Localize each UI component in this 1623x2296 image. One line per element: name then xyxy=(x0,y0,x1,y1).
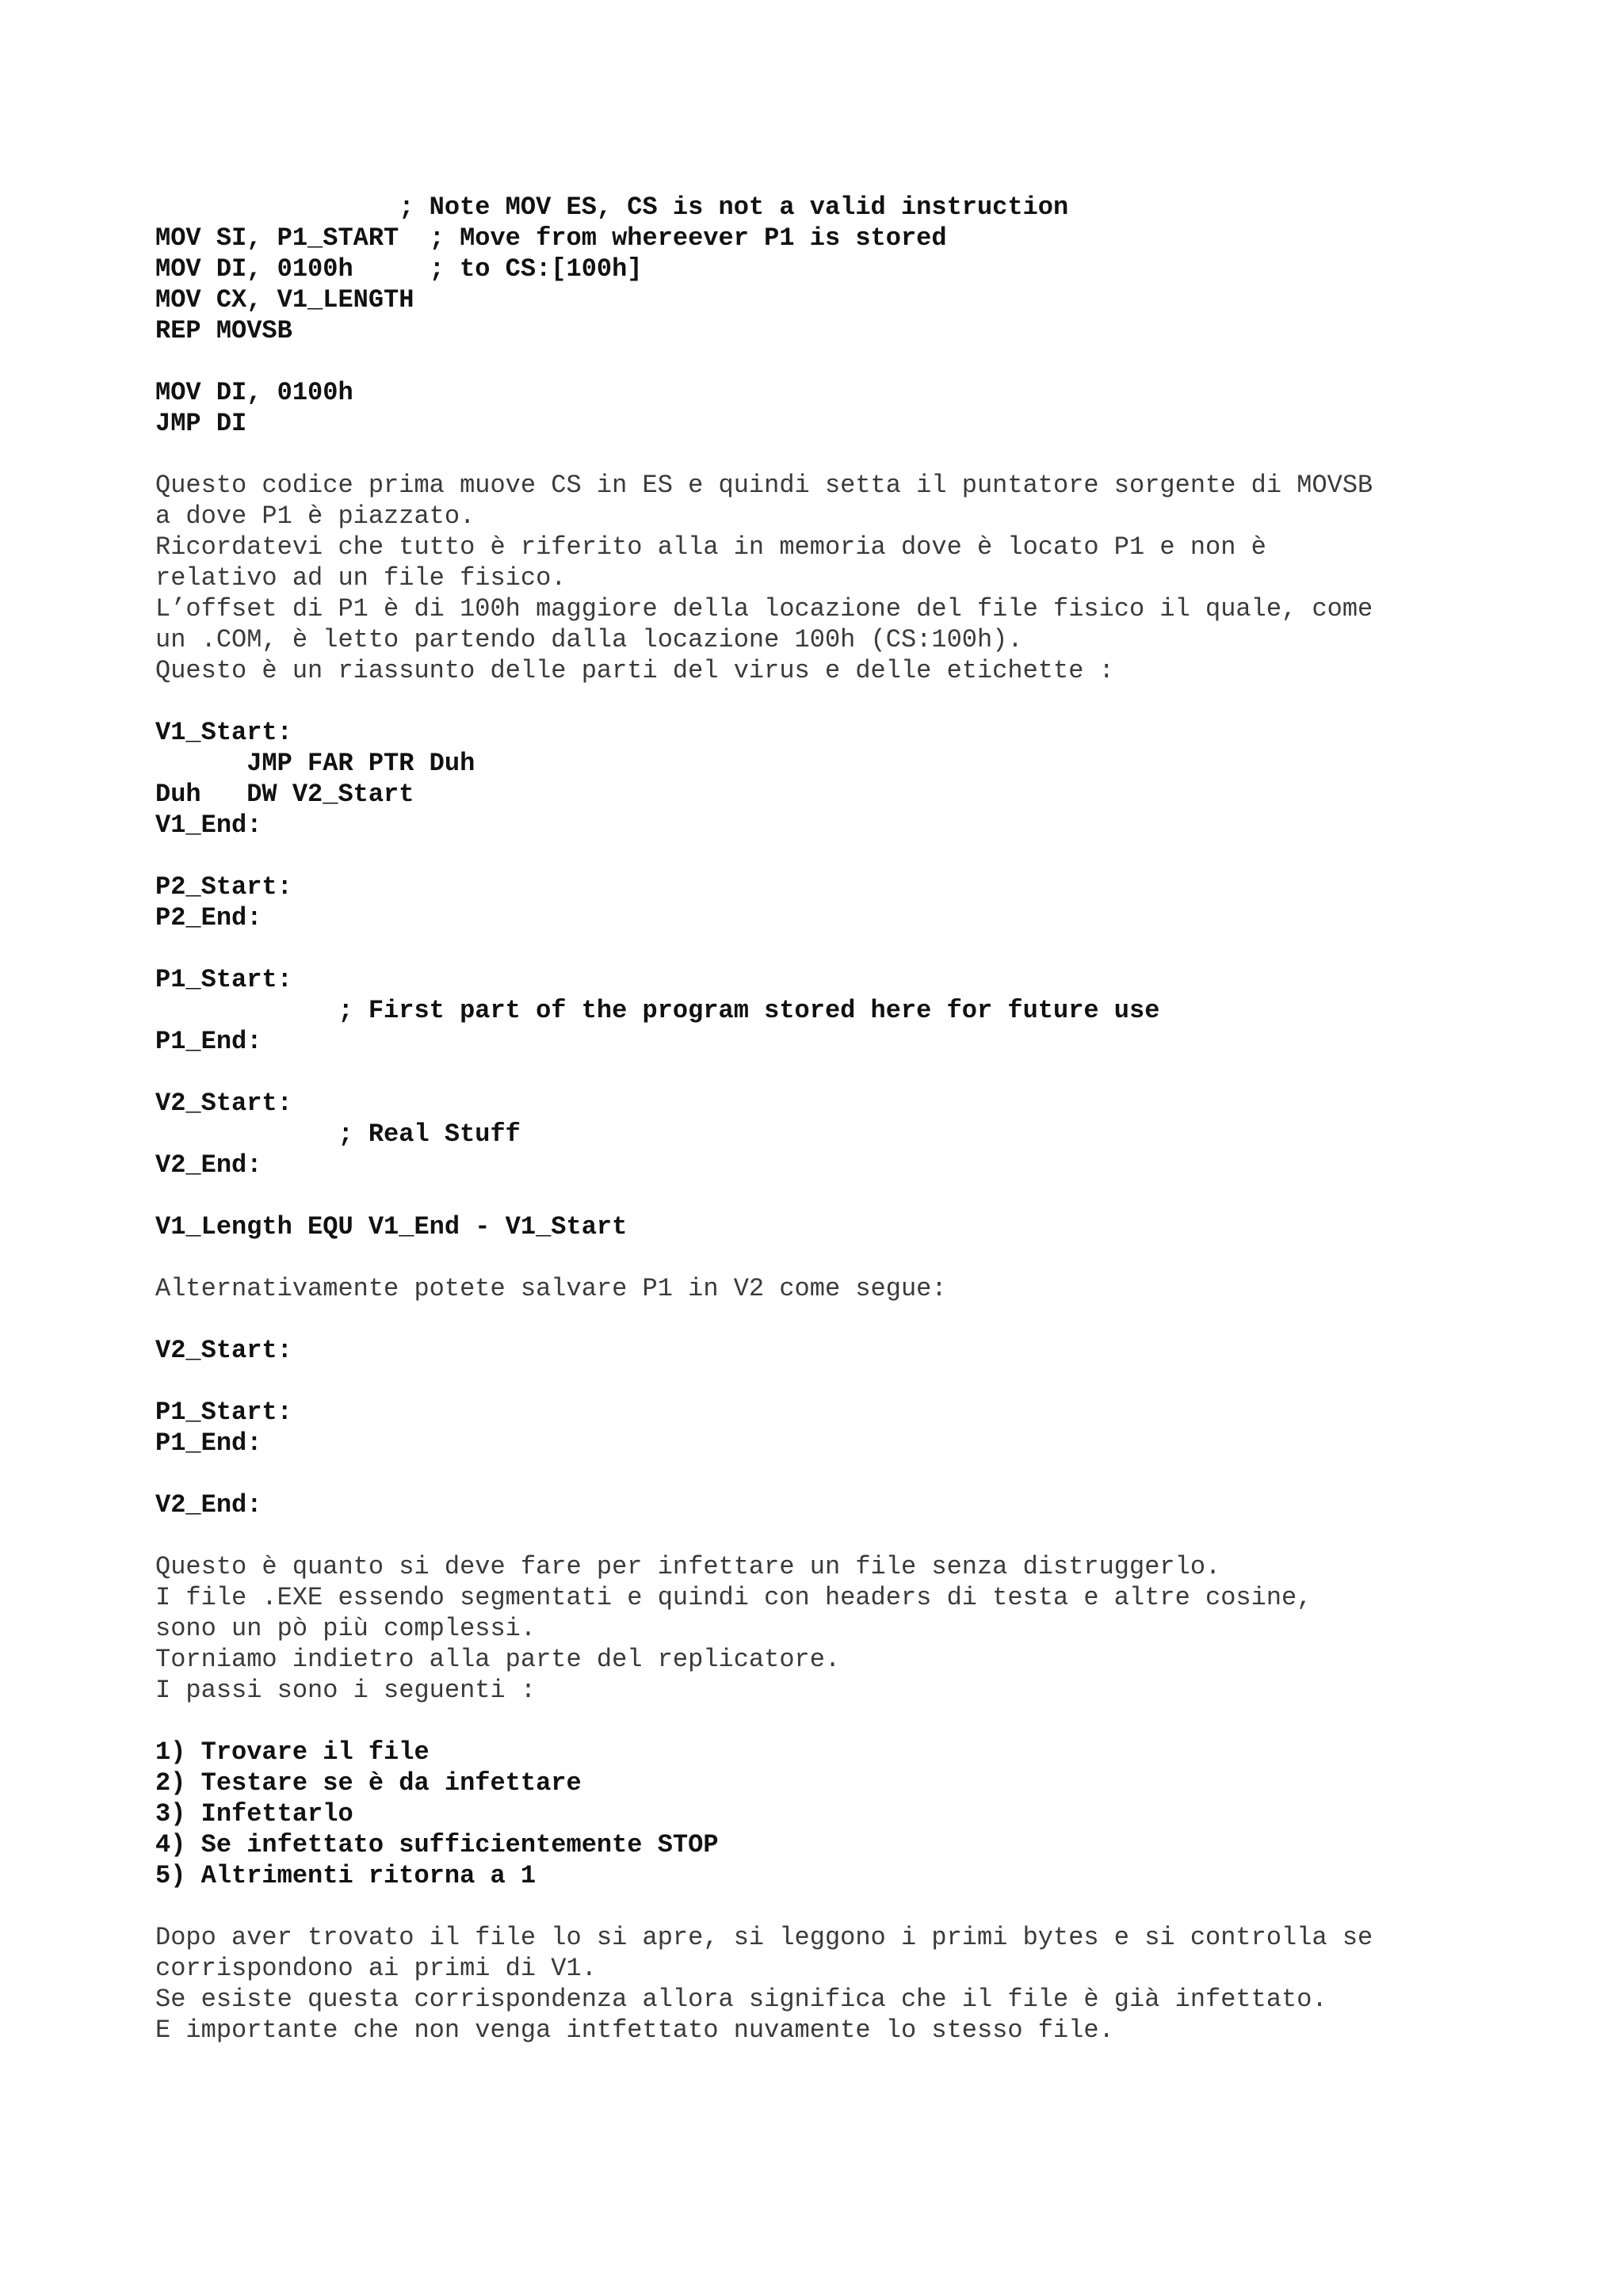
code-line: Duh DW V2_Start xyxy=(155,780,414,809)
code-block-alt-v2-start xyxy=(155,1335,1503,1366)
spacer xyxy=(155,841,1503,871)
list-item: 2) Testare se è da infettare xyxy=(155,1768,582,1798)
code-block-p1 xyxy=(155,964,1503,1057)
code-line: P2_End: xyxy=(155,903,262,933)
code-line: V2_End: xyxy=(155,1150,262,1180)
code-line: ; Real Stuff xyxy=(155,1119,521,1149)
text-line: I file .EXE essendo segmentati e quindi con headers di testa e altre cosine, xyxy=(155,1583,1312,1612)
code-block-p2 xyxy=(155,871,1503,933)
code-line: REP MOVSB xyxy=(155,316,292,345)
spacer xyxy=(155,1459,1503,1489)
text-line: E importante che non venga intfettato nuvamente lo stesso file. xyxy=(155,2016,1114,2045)
text-line: Questo è quanto si deve fare per infettare un file senza distruggerlo. xyxy=(155,1552,1221,1581)
code-line: MOV DI, 0100h ; to CS:[100h] xyxy=(155,254,643,284)
code-line: P1_End: xyxy=(155,1428,262,1458)
code-block-v1 xyxy=(155,717,1503,841)
text-line: un .COM, è letto partendo dalla locazione 100h (CS:100h). xyxy=(155,625,1023,654)
list-item: 4) Se infettato sufficientemente STOP xyxy=(155,1830,719,1859)
paragraph-check xyxy=(155,1922,1503,2046)
spacer xyxy=(155,346,1503,377)
code-line: P1_End: xyxy=(155,1027,262,1056)
paragraph-alternative xyxy=(155,1273,1503,1304)
code-line: P1_Start: xyxy=(155,1398,292,1427)
paragraph-infection xyxy=(155,1551,1503,1706)
text-line: relativo ad un file fisico. xyxy=(155,563,567,593)
code-line: V1_End: xyxy=(155,810,262,840)
spacer xyxy=(155,686,1503,717)
code-line: JMP FAR PTR Duh xyxy=(155,749,475,778)
code-block-length xyxy=(155,1211,1503,1242)
text-line: Questo codice prima muove CS in ES e quindi setta il puntatore sorgente di MOVSB xyxy=(155,471,1373,500)
code-line: V1_Length EQU V1_End - V1_Start xyxy=(155,1212,628,1241)
text-line: L’offset di P1 è di 100h maggiore della locazione del file fisico il quale, come xyxy=(155,594,1373,624)
code-line: MOV DI, 0100h xyxy=(155,378,353,407)
code-line: V2_End: xyxy=(155,1490,262,1520)
code-line: V1_Start: xyxy=(155,718,292,747)
spacer xyxy=(155,439,1503,470)
code-line: MOV SI, P1_START ; Move from whereever P1 is stored xyxy=(155,223,947,253)
code-line: P1_Start: xyxy=(155,965,292,994)
spacer xyxy=(155,1706,1503,1737)
text-line: Alternativamente potete salvare P1 in V2 come segue: xyxy=(155,1274,947,1303)
code-line: V2_Start: xyxy=(155,1089,292,1118)
code-line: ; First part of the program stored here for future use xyxy=(155,996,1160,1025)
text-line: sono un pò più complessi. xyxy=(155,1614,537,1643)
spacer xyxy=(155,1057,1503,1088)
text-line: corrispondono ai primi di V1. xyxy=(155,1954,597,1983)
code-line: ; Note MOV ES, CS is not a valid instruction xyxy=(155,193,1069,222)
spacer xyxy=(155,1520,1503,1551)
text-line: Questo è un riassunto delle parti del virus e delle etichette : xyxy=(155,656,1114,685)
code-block-alt-v2-end xyxy=(155,1489,1503,1520)
spacer xyxy=(155,1366,1503,1397)
spacer xyxy=(155,1180,1503,1211)
document-page xyxy=(155,192,1503,2046)
text-line: I passi sono i seguenti : xyxy=(155,1676,537,1705)
steps-list xyxy=(155,1737,1503,1891)
paragraph-explanation xyxy=(155,470,1503,686)
spacer xyxy=(155,933,1503,964)
text-line: Se esiste questa corrispondenza allora significa che il file è già infettato. xyxy=(155,1985,1327,2014)
code-block-alt-p1 xyxy=(155,1397,1503,1459)
code-block-v2 xyxy=(155,1088,1503,1180)
spacer xyxy=(155,1242,1503,1273)
spacer xyxy=(155,1891,1503,1922)
code-block-move-instructions xyxy=(155,192,1503,346)
text-line: a dove P1 è piazzato. xyxy=(155,502,475,531)
list-item: 1) Trovare il file xyxy=(155,1737,430,1767)
code-line: MOV CX, V1_LENGTH xyxy=(155,285,414,315)
spacer xyxy=(155,1304,1503,1335)
list-item: 3) Infettarlo xyxy=(155,1799,353,1829)
text-line: Ricordatevi che tutto è riferito alla in memoria dove è locato P1 e non è xyxy=(155,532,1266,562)
list-item: 5) Altrimenti ritorna a 1 xyxy=(155,1861,537,1890)
code-line: V2_Start: xyxy=(155,1336,292,1365)
text-line: Dopo aver trovato il file lo si apre, si leggono i primi bytes e si controlla se xyxy=(155,1923,1373,1952)
code-line: JMP DI xyxy=(155,409,247,438)
text-line: Torniamo indietro alla parte del replicatore. xyxy=(155,1645,841,1674)
code-block-jump xyxy=(155,377,1503,439)
code-line: P2_Start: xyxy=(155,872,292,902)
